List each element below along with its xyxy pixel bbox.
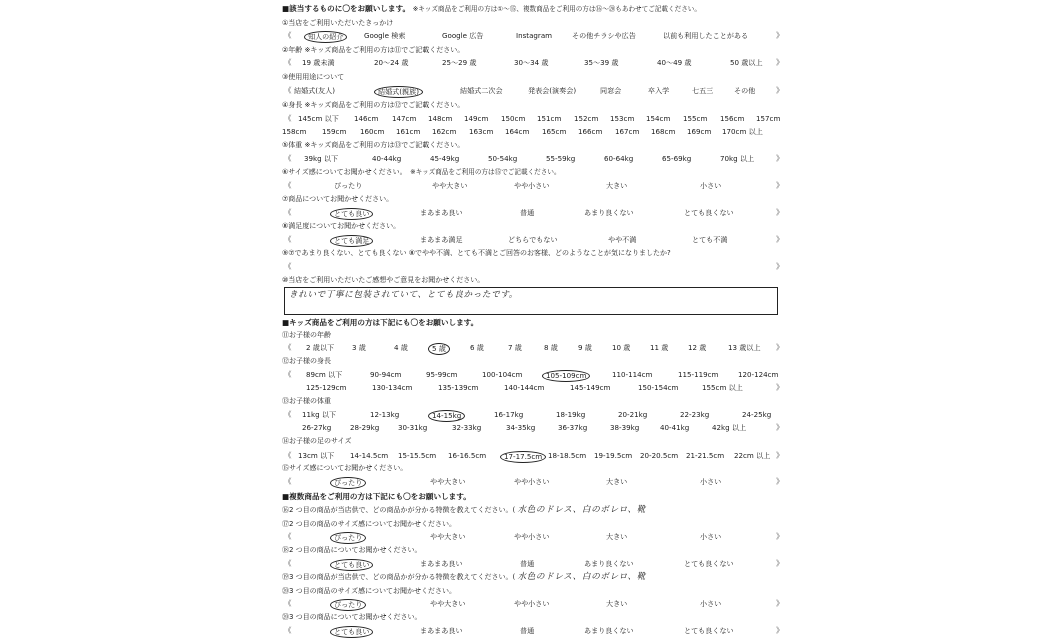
option[interactable]: 70kg 以上 <box>720 154 755 163</box>
option[interactable]: 50-54kg <box>488 154 518 163</box>
option-selected[interactable]: 14-15kg <box>428 410 465 422</box>
option-selected[interactable]: ぴったり <box>330 477 366 489</box>
option[interactable]: あまり良くない <box>584 626 634 635</box>
option[interactable]: 157cm <box>756 114 781 123</box>
q19-handwritten-answer: 水色のドレス、白のボレロ、靴 <box>517 572 646 582</box>
option[interactable]: とても良くない <box>684 208 734 217</box>
option[interactable]: あまり良くない <box>584 559 634 568</box>
option[interactable]: 55-59kg <box>546 154 576 163</box>
q12-row2 <box>282 383 788 393</box>
option[interactable]: 36-37kg <box>558 423 588 432</box>
option[interactable]: 七五三 <box>692 86 714 95</box>
option[interactable]: 24-25kg <box>742 410 772 419</box>
option[interactable]: 結婚式二次会 <box>460 86 503 95</box>
open-bracket: 《 <box>284 114 292 123</box>
open-bracket: 《 <box>284 154 292 163</box>
q1-options <box>282 31 788 41</box>
option[interactable]: まあまあ良い <box>420 559 463 568</box>
option[interactable]: 146cm <box>354 114 379 123</box>
q18-label: ⑱2 つ目の商品についてお聞かせください。 <box>282 546 422 554</box>
q16-handwritten-answer: 水色のドレス、白のボレロ、靴 <box>517 505 646 515</box>
option[interactable]: Google 広告 <box>442 31 484 40</box>
option[interactable]: 28-29kg <box>350 423 380 432</box>
close-bracket: 》 <box>776 86 784 95</box>
option[interactable]: 22cm 以上 <box>734 451 771 460</box>
close-bracket: 》 <box>776 451 784 460</box>
option[interactable]: 167cm <box>615 127 640 136</box>
option[interactable]: 40-41kg <box>660 423 690 432</box>
option[interactable]: 163cm <box>469 127 494 136</box>
option[interactable]: 145cm 以下 <box>298 114 339 123</box>
option[interactable]: 156cm <box>720 114 745 123</box>
option[interactable]: 147cm <box>392 114 417 123</box>
option[interactable]: 65-69kg <box>662 154 692 163</box>
option[interactable]: 151cm <box>537 114 562 123</box>
option[interactable]: 153cm <box>610 114 635 123</box>
option[interactable]: 150cm <box>501 114 526 123</box>
close-bracket: 》 <box>776 208 784 217</box>
option[interactable]: とても良くない <box>684 626 734 635</box>
option[interactable]: 3 歳 <box>352 343 366 352</box>
q15-options <box>282 477 788 487</box>
q4-row2 <box>282 127 788 137</box>
q10-answer-box <box>284 287 778 315</box>
q12-label: ⑫お子様の身長 <box>282 357 331 365</box>
option[interactable]: 普通 <box>520 208 535 217</box>
open-bracket: 《 <box>284 451 292 460</box>
option[interactable]: 20-21kg <box>618 410 648 419</box>
option[interactable]: 32-33kg <box>452 423 482 432</box>
survey-page <box>282 0 792 640</box>
q21-label: ⑳3 つ目の商品についてお聞かせください。 <box>282 613 422 621</box>
option[interactable]: 大きい <box>606 181 628 190</box>
open-bracket: 《 <box>284 262 292 271</box>
q4-row1 <box>282 114 788 124</box>
option[interactable]: やや小さい <box>514 532 550 541</box>
option[interactable]: その他 <box>734 86 756 95</box>
option[interactable]: とても不満 <box>692 235 728 244</box>
option[interactable]: 小さい <box>700 477 722 486</box>
option[interactable]: 90-94cm <box>370 370 402 379</box>
option[interactable]: 110-114cm <box>612 370 653 379</box>
close-bracket: 》 <box>776 262 784 271</box>
option[interactable]: まあまあ満足 <box>420 235 463 244</box>
q6-label: ⑥サイズ感についてお聞かせください。 ※キッズ商品をご利用の方は⑮でご記載ください。 <box>282 168 561 176</box>
option[interactable]: 25〜29 歳 <box>442 58 477 67</box>
close-bracket: 》 <box>776 58 784 67</box>
option[interactable]: 20〜24 歳 <box>374 58 409 67</box>
option[interactable]: 大きい <box>606 532 628 541</box>
option[interactable]: やや大きい <box>430 532 466 541</box>
option[interactable]: 40〜49 歳 <box>657 58 692 67</box>
open-bracket: 《 <box>284 31 292 40</box>
option[interactable]: 18-18.5cm <box>548 451 587 460</box>
option-selected[interactable]: 知人の紹介 <box>304 31 347 43</box>
close-bracket: 》 <box>776 477 784 486</box>
option[interactable]: 7 歳 <box>508 343 522 352</box>
close-bracket: 》 <box>776 599 784 608</box>
open-bracket: 《 <box>284 626 292 635</box>
open-bracket: 《 <box>284 370 292 379</box>
q17-options <box>282 532 788 542</box>
q8-options <box>282 235 788 245</box>
option[interactable]: 39kg 以下 <box>304 154 339 163</box>
option[interactable]: 大きい <box>606 599 628 608</box>
option[interactable]: 20-20.5cm <box>640 451 679 460</box>
q10-handwritten-answer: きれいで丁寧に包装されていて、とても良かったです。 <box>289 290 518 300</box>
open-bracket: 《 <box>284 208 292 217</box>
option[interactable]: とても良くない <box>684 559 734 568</box>
option[interactable]: 19-19.5cm <box>594 451 633 460</box>
close-bracket: 》 <box>776 532 784 541</box>
option[interactable]: 30-31kg <box>398 423 428 432</box>
q19-label: ⑲3 つ目の商品が当店供で、どの商品かが分かる特徴を教えてください。( 水色のドレス、白のボレロ、靴 <box>282 572 646 582</box>
q5-label: ⑤体重 ※キッズ商品をご利用の方は⑬でご記載ください。 <box>282 141 465 149</box>
option[interactable]: 152cm <box>574 114 599 123</box>
option-selected[interactable]: 5 歳 <box>428 343 450 355</box>
option[interactable]: 160cm <box>360 127 385 136</box>
option-selected[interactable]: ぴったり <box>330 599 366 611</box>
option[interactable]: Google 検索 <box>364 31 406 40</box>
option[interactable]: 161cm <box>396 127 421 136</box>
option-selected[interactable]: 結婚式(親族) <box>374 86 423 98</box>
q3-label: ③使用用途について <box>282 73 345 81</box>
option[interactable]: 12-13kg <box>370 410 400 419</box>
option-selected[interactable]: 17-17.5cm <box>500 451 546 463</box>
q12-row1 <box>282 370 788 380</box>
close-bracket: 》 <box>776 559 784 568</box>
option[interactable]: 165cm <box>542 127 567 136</box>
option[interactable]: 60-64kg <box>604 154 634 163</box>
q9-label: ⑨⑦であまり良くない、とても良くない ⑧でやや不満、とても不満とご回答のお客様、どのようなことが気になりましたか? <box>282 249 671 257</box>
option[interactable]: 6 歳 <box>470 343 484 352</box>
open-bracket: 《 <box>284 599 292 608</box>
option[interactable]: 13 歳以上 <box>728 343 761 352</box>
option[interactable]: 115-119cm <box>678 370 719 379</box>
open-bracket: 《 <box>284 559 292 568</box>
option[interactable]: 卒入学 <box>648 86 670 95</box>
q13-row1 <box>282 410 788 420</box>
option[interactable]: 155cm <box>683 114 708 123</box>
option[interactable]: 158cm <box>282 127 307 136</box>
option[interactable]: 10 歳 <box>612 343 631 352</box>
option[interactable]: 89cm 以下 <box>306 370 343 379</box>
option[interactable]: 11 歳 <box>650 343 669 352</box>
open-bracket: 《 <box>284 235 292 244</box>
close-bracket: 》 <box>776 383 784 392</box>
section-title: ■該当するものに〇をお願いします。 ※キッズ商品をご利用の方は①〜⑮、複数商品をご利用の方は⑯〜⑳もあわせてご記載ください。 <box>282 4 701 13</box>
open-bracket: 《 <box>284 532 292 541</box>
option[interactable]: 125-129cm <box>306 383 347 392</box>
option-selected[interactable]: とても良い <box>330 626 373 638</box>
option[interactable]: 以前も利用したことがある <box>663 31 749 40</box>
q11-label: ⑪お子様の年齢 <box>282 331 331 339</box>
open-bracket: 《 <box>284 343 292 352</box>
option[interactable]: 40-44kg <box>372 154 402 163</box>
option[interactable]: 22-23kg <box>680 410 710 419</box>
q7-options <box>282 208 788 218</box>
q14-options <box>282 451 788 461</box>
q6-options <box>282 181 788 191</box>
option[interactable]: 164cm <box>505 127 530 136</box>
option[interactable]: 普通 <box>520 626 535 635</box>
q20-label: ⑳3 つ目の商品のサイズ感についてお聞かせください。 <box>282 587 456 595</box>
option[interactable]: 18-19kg <box>556 410 586 419</box>
option[interactable]: やや大きい <box>430 599 466 608</box>
option[interactable]: やや小さい <box>514 477 550 486</box>
option[interactable]: 小さい <box>700 599 722 608</box>
option[interactable]: 38-39kg <box>610 423 640 432</box>
option[interactable]: やや小さい <box>514 599 550 608</box>
close-bracket: 》 <box>776 626 784 635</box>
option[interactable]: 16-17kg <box>494 410 524 419</box>
q15-label: ⑮サイズ感についてお聞かせください。 <box>282 464 408 472</box>
option[interactable]: まあまあ良い <box>420 208 463 217</box>
option[interactable]: 26-27kg <box>302 423 332 432</box>
q3-options <box>282 86 788 96</box>
open-bracket: 《 <box>284 410 292 419</box>
q13-row2 <box>282 423 788 433</box>
q8-label: ⑧満足度についてお聞かせください。 <box>282 222 401 230</box>
option[interactable]: 16-16.5cm <box>448 451 487 460</box>
option[interactable]: 19 歳未満 <box>302 58 335 67</box>
q10-label: ⑩当店をご利用いただいたご感想やご意見をお聞かせください。 <box>282 276 485 284</box>
option-selected[interactable]: 105-109cm <box>542 370 590 382</box>
option[interactable]: 154cm <box>646 114 671 123</box>
option[interactable]: 4 歳 <box>394 343 408 352</box>
option[interactable]: 21-21.5cm <box>686 451 725 460</box>
option[interactable]: その他チラシや広告 <box>572 31 636 40</box>
close-bracket: 》 <box>776 31 784 40</box>
option[interactable]: 159cm <box>322 127 347 136</box>
open-bracket: 《 <box>284 86 292 95</box>
q16-label: ⑯2 つ目の商品が当店供で、どの商品かが分かる特徴を教えてください。( 水色のドレス、白のボレロ、靴 <box>282 505 646 515</box>
q20-options <box>282 599 788 609</box>
q2-options <box>282 58 788 68</box>
option[interactable]: 135-139cm <box>438 383 479 392</box>
option[interactable]: 148cm <box>428 114 453 123</box>
option[interactable]: 140-144cm <box>504 383 545 392</box>
option[interactable]: 120-124cm <box>738 370 779 379</box>
option[interactable]: Instagram <box>516 31 553 40</box>
q2-label: ②年齢 ※キッズ商品をご利用の方は⑪でご記載ください。 <box>282 46 465 54</box>
option[interactable]: 166cm <box>578 127 603 136</box>
close-bracket: 》 <box>776 181 784 190</box>
option-selected[interactable]: とても満足 <box>330 235 373 247</box>
option[interactable]: 結婚式(友人) <box>294 86 336 95</box>
close-bracket: 》 <box>776 343 784 352</box>
option[interactable]: 145-149cm <box>570 383 611 392</box>
option[interactable]: 15-15.5cm <box>398 451 437 460</box>
option[interactable]: 9 歳 <box>578 343 592 352</box>
q13-label: ⑬お子様の体重 <box>282 397 331 405</box>
option[interactable]: 34-35kg <box>506 423 536 432</box>
q5-options <box>282 154 788 164</box>
option-selected[interactable]: とても良い <box>330 208 373 220</box>
option[interactable]: 11kg 以下 <box>302 410 337 419</box>
option[interactable]: どちらでもない <box>508 235 558 244</box>
option[interactable]: 同窓会 <box>600 86 622 95</box>
option[interactable]: ぴったり <box>334 181 363 190</box>
q11-options <box>282 343 788 353</box>
option[interactable]: 149cm <box>464 114 489 123</box>
option-selected[interactable]: とても良い <box>330 559 373 571</box>
option[interactable]: 35〜39 歳 <box>584 58 619 67</box>
option[interactable]: 50 歳以上 <box>730 58 763 67</box>
option[interactable]: 155cm 以上 <box>702 383 743 392</box>
option[interactable]: やや大きい <box>430 477 466 486</box>
option[interactable]: 8 歳 <box>544 343 558 352</box>
option[interactable]: 普通 <box>520 559 535 568</box>
q18-options <box>282 559 788 569</box>
close-bracket: 》 <box>776 423 784 432</box>
q21-options <box>282 626 788 636</box>
option[interactable]: 大きい <box>606 477 628 486</box>
open-bracket: 《 <box>284 181 292 190</box>
open-bracket: 《 <box>284 477 292 486</box>
q17-label: ⑰2 つ目の商品のサイズ感についてお聞かせください。 <box>282 520 456 528</box>
option[interactable]: まあまあ良い <box>420 626 463 635</box>
option[interactable]: 130-134cm <box>372 383 413 392</box>
option[interactable]: 13cm 以下 <box>298 451 335 460</box>
multi-section-title: ■複数商品をご利用の方は下記にも〇をお願いします。 <box>282 492 471 501</box>
option[interactable]: 169cm <box>687 127 712 136</box>
option[interactable]: 162cm <box>432 127 457 136</box>
option[interactable]: 170cm 以上 <box>722 127 763 136</box>
option[interactable]: 2 歳以下 <box>306 343 335 352</box>
option[interactable]: 30〜34 歳 <box>514 58 549 67</box>
q14-label: ⑭お子様の足のサイズ <box>282 437 352 445</box>
option[interactable]: あまり良くない <box>584 208 634 217</box>
option[interactable]: 100-104cm <box>482 370 523 379</box>
option[interactable]: 小さい <box>700 532 722 541</box>
option[interactable]: 12 歳 <box>688 343 707 352</box>
option[interactable]: 14-14.5cm <box>350 451 389 460</box>
option[interactable]: 45-49kg <box>430 154 460 163</box>
option-selected[interactable]: ぴったり <box>330 532 366 544</box>
close-bracket: 》 <box>776 235 784 244</box>
q4-label: ④身長 ※キッズ商品をご利用の方は⑫でご記載ください。 <box>282 101 465 109</box>
q9-answer-row <box>282 262 788 272</box>
q1-label: ①当店をご利用いただいたきっかけ <box>282 19 394 27</box>
option[interactable]: やや大きい <box>432 181 468 190</box>
kids-section-title: ■キッズ商品をご利用の方は下記にも〇をお願いします。 <box>282 318 479 327</box>
option[interactable]: 168cm <box>651 127 676 136</box>
option[interactable]: やや小さい <box>514 181 550 190</box>
option[interactable]: 発表会(演奏会) <box>528 86 577 95</box>
option[interactable]: 95-99cm <box>426 370 458 379</box>
option[interactable]: やや不満 <box>608 235 637 244</box>
open-bracket: 《 <box>284 58 292 67</box>
option[interactable]: 小さい <box>700 181 722 190</box>
q7-label: ⑦商品についてお聞かせください。 <box>282 195 394 203</box>
option[interactable]: 150-154cm <box>638 383 679 392</box>
option[interactable]: 42kg 以上 <box>712 423 747 432</box>
close-bracket: 》 <box>776 154 784 163</box>
